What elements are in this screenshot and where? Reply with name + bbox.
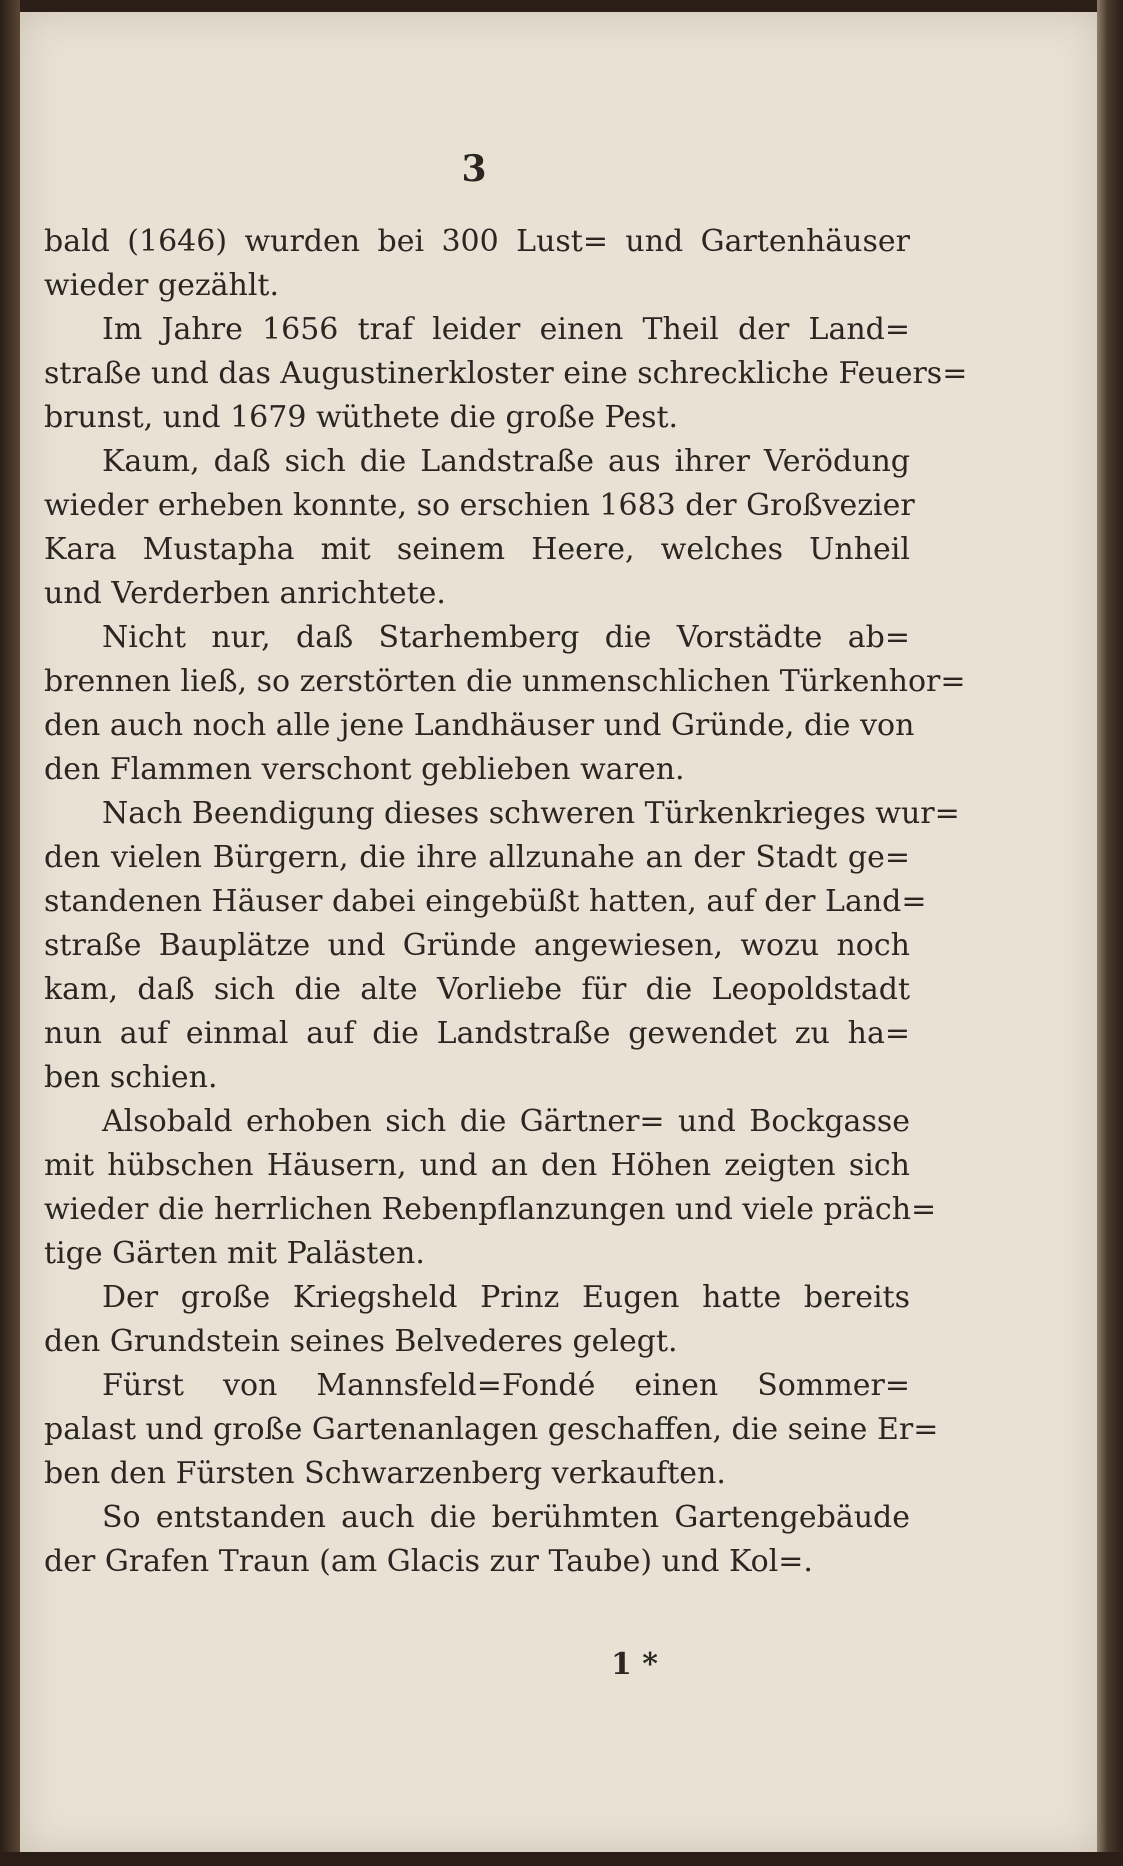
text-line: mit hübschen Häusern, und an den Höhen zeigten sich bbox=[44, 1148, 910, 1183]
paragraph bbox=[44, 440, 915, 616]
text-line: Kara Mustapha mit seinem Heere, welches Unheil bbox=[44, 532, 910, 567]
paragraph bbox=[44, 308, 968, 440]
text-line: So entstanden auch die berühmten Gartengebäude bbox=[102, 1500, 910, 1535]
paragraph bbox=[44, 1100, 937, 1276]
text-line: straße und das Augustinerkloster eine schreckliche Feuers= bbox=[44, 356, 968, 391]
text-line: Der große Kriegsheld Prinz Eugen hatte bereits bbox=[102, 1280, 910, 1315]
page-number: 3 bbox=[461, 148, 487, 190]
text-line: wieder die herrlichen Rebenpflanzungen und viele präch= bbox=[44, 1192, 937, 1227]
text-line: standenen Häuser dabei eingebüßt hatten, auf der Land= bbox=[44, 884, 927, 919]
text-line: wieder gezählt. bbox=[44, 268, 280, 303]
text-line: brunst, und 1679 wüthete die große Pest. bbox=[44, 400, 679, 435]
text-line: der Grafen Traun (am Glacis zur Taube) und Kol=. bbox=[44, 1544, 813, 1579]
paragraph bbox=[44, 1496, 910, 1584]
text-line: den auch noch alle jene Landhäuser und Gründe, die von bbox=[44, 708, 915, 743]
text-line: wieder erheben konnte, so erschien 1683 der Großvezier bbox=[44, 488, 915, 523]
text-line: palast und große Gartenanlagen geschaffen, die seine Er= bbox=[44, 1412, 939, 1447]
scan-left-edge bbox=[0, 0, 20, 1866]
text-line: bald (1646) wurden bei 300 Lust= und Gartenhäuser bbox=[44, 224, 910, 259]
text-line: Kaum, daß sich die Landstraße aus ihrer Verödung bbox=[102, 444, 910, 479]
text-line: den vielen Bürgern, die ihre allzunahe an der Stadt ge= bbox=[44, 840, 910, 875]
text-line: den Grundstein seines Belvederes gelegt. bbox=[44, 1324, 678, 1359]
text-line: Nicht nur, daß Starhemberg die Vorstädte ab= bbox=[102, 620, 910, 655]
text-line: nun auf einmal auf die Landstraße gewendet zu ha= bbox=[44, 1016, 910, 1051]
paragraph bbox=[44, 792, 960, 1100]
text-line: Fürst von Mannsfeld=Fondé einen Sommer= bbox=[102, 1368, 910, 1403]
scan-bottom-edge bbox=[0, 1852, 1123, 1866]
paragraph bbox=[44, 1364, 939, 1496]
text-line: Nach Beendigung dieses schweren Türkenkrieges wur= bbox=[102, 796, 960, 831]
paragraph bbox=[44, 1276, 910, 1364]
text-line: ben den Fürsten Schwarzenberg verkauften. bbox=[44, 1456, 726, 1491]
scan-top-edge bbox=[0, 0, 1123, 12]
paragraph bbox=[44, 220, 910, 308]
body-text bbox=[44, 220, 968, 1584]
text-line: und Verderben anrichtete. bbox=[44, 576, 446, 611]
text-line: kam, daß sich die alte Vorliebe für die Leopoldstadt bbox=[44, 972, 910, 1007]
text-line: straße Bauplätze und Gründe angewiesen, wozu noch bbox=[44, 928, 910, 963]
paragraph bbox=[44, 616, 966, 792]
text-line: Im Jahre 1656 traf leider einen Theil der Land= bbox=[102, 312, 910, 347]
signature-mark-text: 1 * bbox=[610, 1647, 658, 1682]
text-line: Alsobald erhoben sich die Gärtner= und Bockgasse bbox=[102, 1104, 910, 1139]
text-line: den Flammen verschont geblieben waren. bbox=[44, 752, 685, 787]
signature-mark bbox=[0, 1647, 1123, 1682]
scan-right-edge bbox=[1097, 0, 1123, 1866]
text-line: tige Gärten mit Palästen. bbox=[44, 1236, 425, 1271]
text-line: brennen ließ, so zerstörten die unmenschlichen Türkenhor= bbox=[44, 664, 966, 699]
text-line: ben schien. bbox=[44, 1060, 218, 1095]
